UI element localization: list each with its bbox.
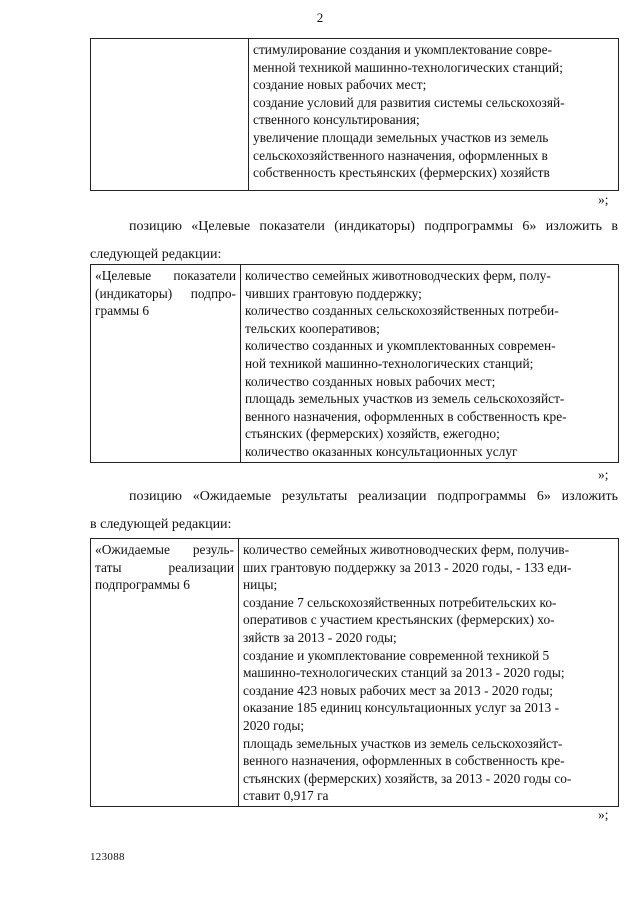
cell-text-line: ственного консультирования;	[253, 112, 420, 128]
cell-text-line: оказание 185 единиц консультационных услуг за 2013 -	[243, 700, 560, 716]
cell-text-line: количество созданных и укомплектованных современ-	[245, 338, 556, 354]
table2-left-cell	[91, 265, 241, 463]
cell-text-line: таты реализации	[95, 559, 234, 575]
cell-text-line: количество созданных новых рабочих мест;	[245, 373, 496, 389]
cell-text-line: венного назначения, оформленных в собственность кре-	[245, 408, 567, 424]
cell-text-line: венного назначения, оформленных в собственность кре-	[243, 753, 565, 769]
table-target-indicators	[90, 264, 619, 463]
cell-text-line: зяйств за 2013 - 2020 годы;	[243, 629, 397, 645]
table1-right-cell	[249, 39, 619, 191]
cell-text-line: сельскохозяйственного назначения, оформленных в	[253, 147, 548, 163]
cell-text-line: создание новых рабочих мест;	[253, 77, 427, 93]
cell-text-line: чивших грантовую поддержку;	[245, 285, 422, 301]
table2-right-cell	[241, 265, 619, 463]
table-row	[91, 265, 619, 463]
paragraph2-line1: позицию «Ожидаемые результаты реализации подпрограммы 6» изложить	[129, 489, 618, 504]
cell-text-line: машинно-технологических станций за 2013 - 2020 годы;	[243, 665, 565, 681]
table-row	[91, 539, 619, 807]
cell-text-line: площадь земельных участков из земель сельскохозяйст-	[245, 391, 565, 407]
cell-text-line: ной техникой машинно-технологических станций;	[245, 355, 534, 371]
page-number: 2	[316, 10, 324, 25]
paragraph1-line2: следующей редакции:	[90, 247, 222, 262]
cell-text-line: ницы;	[243, 577, 278, 593]
cell-text-line: создание и укомплектование современной техникой 5	[243, 647, 550, 663]
paragraph-expected-results	[90, 483, 618, 539]
cell-text-line: «Ожидаемые резуль-	[95, 542, 234, 557]
table-continuation	[90, 38, 619, 191]
cell-text-line: 2020 годы;	[243, 717, 305, 733]
cell-text-line: количество семейных животноводческих ферм, полу-	[245, 268, 551, 283]
cell-text-line: менной техникой машинно-технологических станций;	[253, 59, 563, 75]
table3-closing-quote: »;	[598, 807, 609, 822]
cell-text-line: создание условий для развития системы сельскохозяй-	[253, 94, 565, 110]
cell-text-line: стьянских (фермерских) хозяйств, ежегодно;	[245, 426, 500, 442]
cell-text-line: собственность крестьянских (фермерских) хозяйств	[253, 165, 550, 181]
table-row	[91, 39, 619, 191]
cell-text-line: оперативов с участием крестьянских (фермерских) хо-	[243, 612, 555, 628]
paragraph2-line2: в следующей редакции:	[90, 517, 232, 532]
cell-text-line: подпрограммы 6	[95, 577, 190, 593]
cell-text-line: стьянских (фермерских) хозяйств, за 2013 - 2020 годы со-	[243, 770, 572, 786]
cell-text-line: ставит 0,917 га	[243, 788, 329, 804]
cell-text-line: создание 423 новых рабочих мест за 2013 - 2020 годы;	[243, 682, 554, 698]
document-code: 123088	[90, 851, 125, 863]
cell-text-line: тельских кооперативов;	[245, 320, 380, 336]
paragraph-target-indicators	[90, 213, 618, 269]
table3-left-cell	[91, 539, 239, 807]
cell-text-line: количество созданных сельскохозяйственных потреби-	[245, 303, 559, 319]
cell-text-line: создание 7 сельскохозяйственных потребительских ко-	[243, 594, 557, 610]
cell-text-line: количество оказанных консультационных услуг	[245, 443, 518, 459]
table3-right-cell	[239, 539, 619, 807]
cell-text-line: ших грантовую поддержку за 2013 - 2020 годы, - 133 еди-	[243, 559, 572, 575]
table1-closing-quote: »;	[598, 192, 609, 207]
cell-text-line: увеличение площади земельных участков из земель	[253, 129, 549, 145]
cell-text-line: граммы 6	[95, 303, 150, 319]
table-expected-results	[90, 538, 619, 807]
cell-text-line: (индикаторы) подпро-	[95, 285, 236, 301]
cell-text-line: стимулирование создания и укомплектование совре-	[253, 42, 552, 57]
cell-text-line: количество семейных животноводческих ферм, получив-	[243, 542, 570, 557]
table2-closing-quote: »;	[598, 467, 609, 482]
table1-left-cell	[91, 39, 249, 191]
cell-text-line: площадь земельных участков из земель сельскохозяйст-	[243, 735, 563, 751]
paragraph1-line1: позицию «Целевые показатели (индикаторы) подпрограммы 6» изложить в	[129, 219, 618, 234]
cell-text-line: «Целевые показатели	[95, 268, 236, 283]
